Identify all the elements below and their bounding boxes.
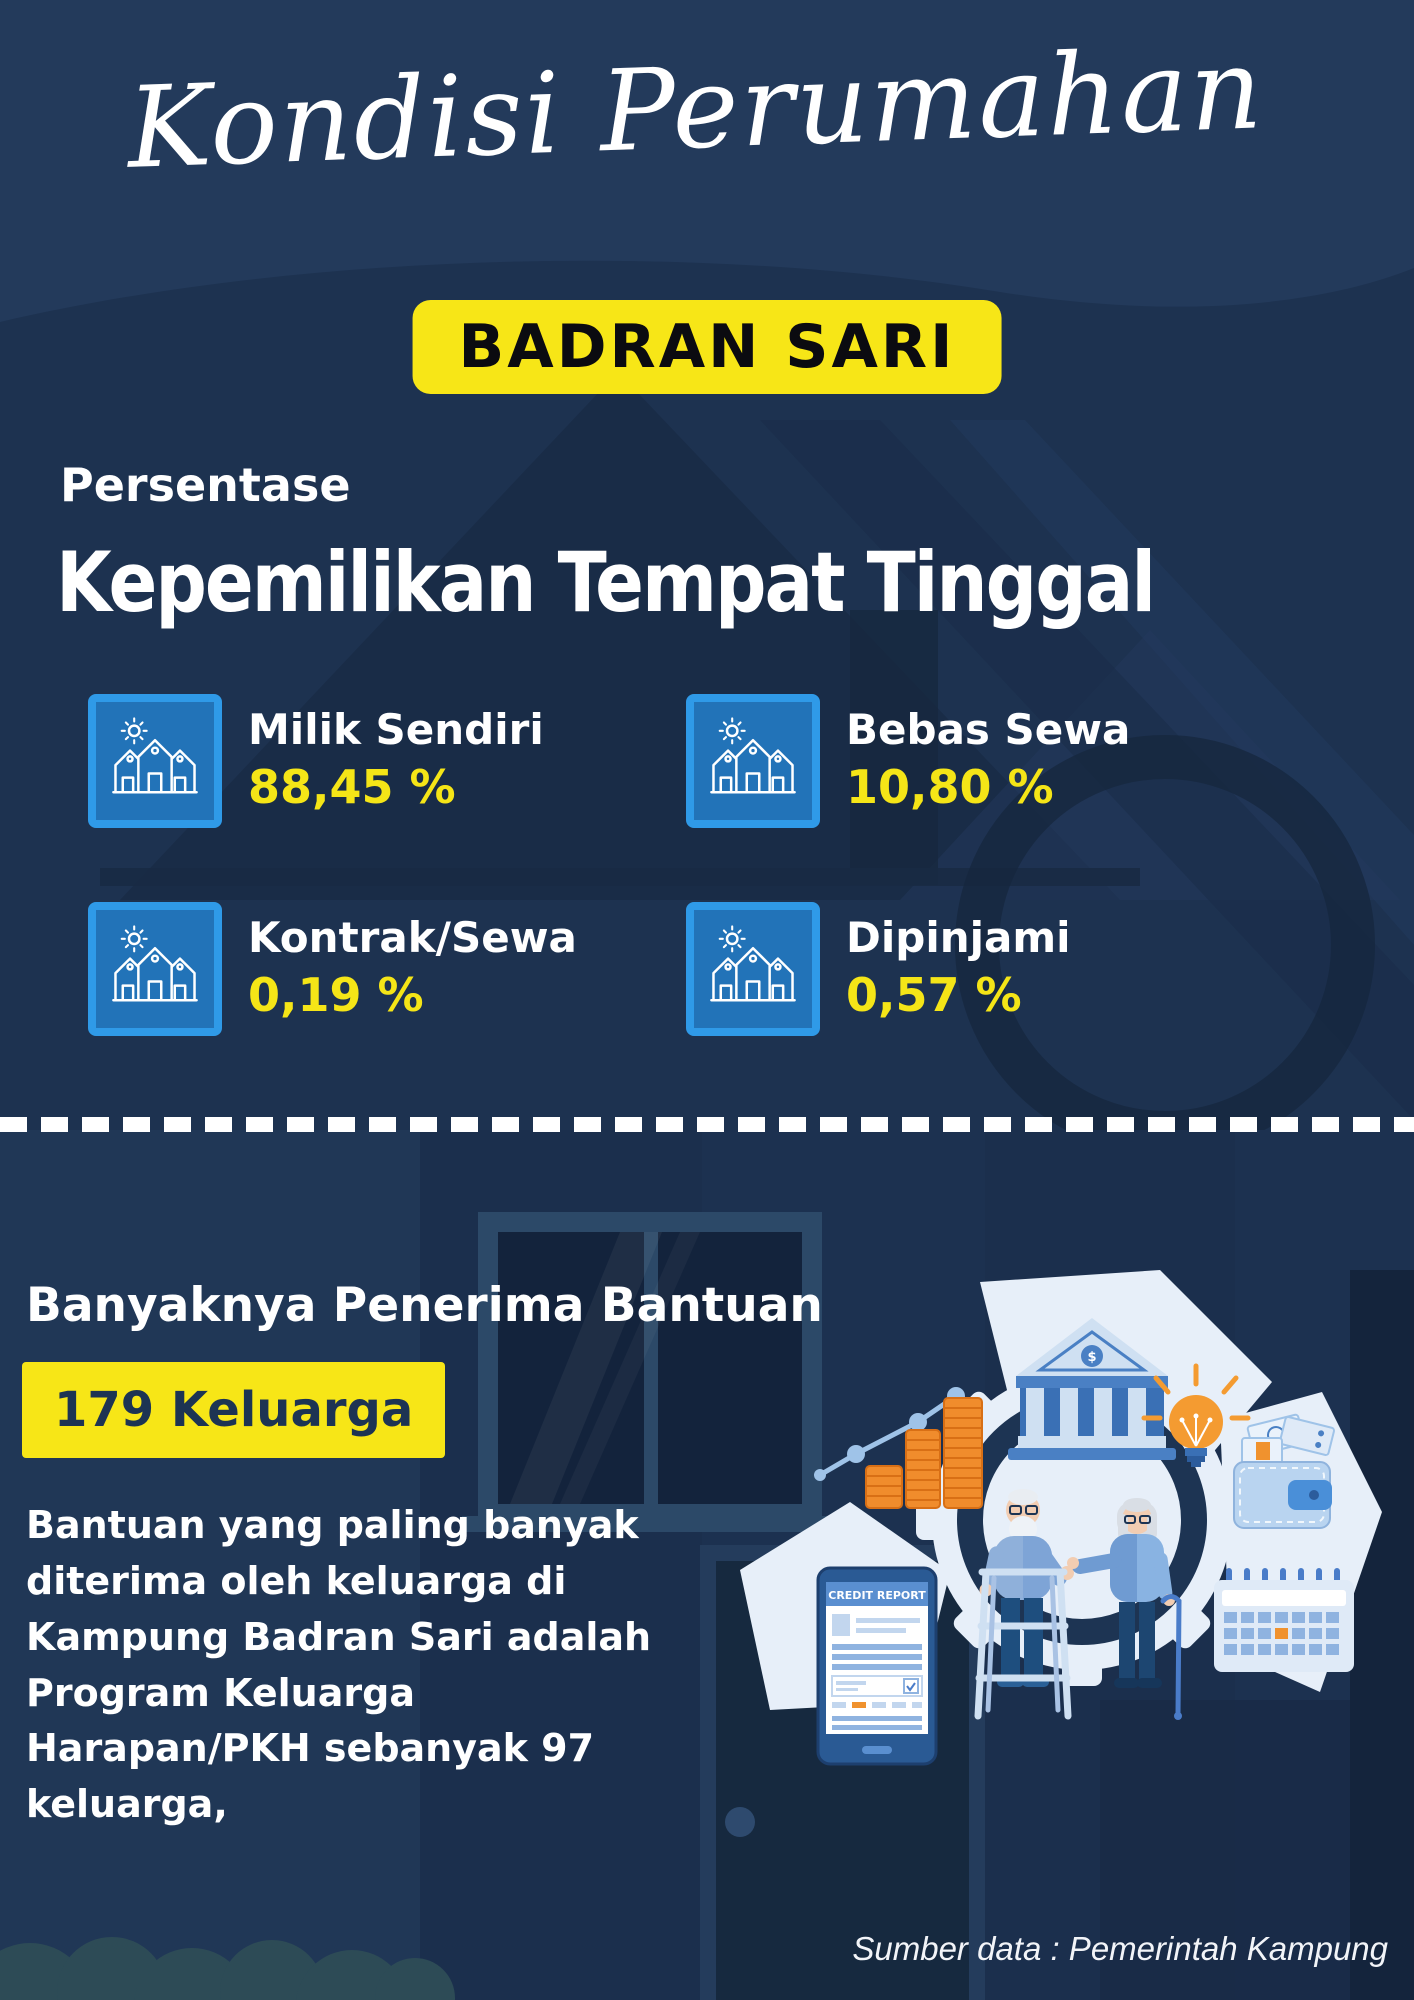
- wallet-icon: [1234, 1414, 1335, 1528]
- houses-icon: [686, 694, 820, 828]
- stat-label: Bebas Sewa: [846, 704, 1131, 754]
- dashed-divider: [0, 1117, 1414, 1132]
- data-source-caption: Sumber data : Pemerintah Kampung: [852, 1930, 1388, 1967]
- stat-text: [248, 912, 577, 1023]
- stat-item: [686, 902, 1130, 1036]
- section-kicker: Persentase: [60, 458, 351, 512]
- stat-item: [88, 902, 686, 1036]
- stat-text: [846, 912, 1071, 1023]
- poster-title-script: Kondisi Perumahan: [125, 24, 1267, 194]
- ownership-heading: Kepemilikan Tempat Tinggal: [56, 534, 1154, 631]
- stat-value: 0,19 %: [248, 968, 424, 1023]
- village-name-badge: BADRAN SARI: [413, 300, 1002, 394]
- stat-value: 0,57 %: [846, 968, 1022, 1023]
- credit-report-label: CREDIT REPORT: [828, 1589, 926, 1602]
- stat-text: [248, 704, 544, 815]
- stat-label: Milik Sendiri: [248, 704, 544, 754]
- stat-text: [846, 704, 1131, 815]
- aid-body-text: Bantuan yang paling banyak diterima oleh keluarga di Kampung Badran Sari adalah Program Keluarga Harapan/PKH sebanyak 97 keluarga,: [26, 1503, 652, 1827]
- calendar-icon: [1214, 1568, 1354, 1672]
- stat-item: [88, 694, 686, 828]
- aid-heading: Banyaknya Penerima Bantuan: [26, 1278, 823, 1333]
- aid-recipients-badge: 179 Keluarga: [22, 1362, 445, 1458]
- stat-value: 10,80 %: [846, 760, 1054, 815]
- stat-label: Kontrak/Sewa: [248, 912, 577, 962]
- stat-value: 88,45 %: [248, 760, 456, 815]
- houses-icon: [88, 902, 222, 1036]
- stat-label: Dipinjami: [846, 912, 1071, 962]
- elderly-support-illustration: [620, 1270, 1414, 1770]
- stat-item: [686, 694, 1130, 828]
- ownership-stats: [88, 694, 1130, 1036]
- svg-text:$: $: [1087, 1350, 1097, 1365]
- houses-icon: [88, 694, 222, 828]
- coins-icon: [814, 1387, 982, 1508]
- houses-icon: [686, 902, 820, 1036]
- tablet-icon: [818, 1568, 936, 1764]
